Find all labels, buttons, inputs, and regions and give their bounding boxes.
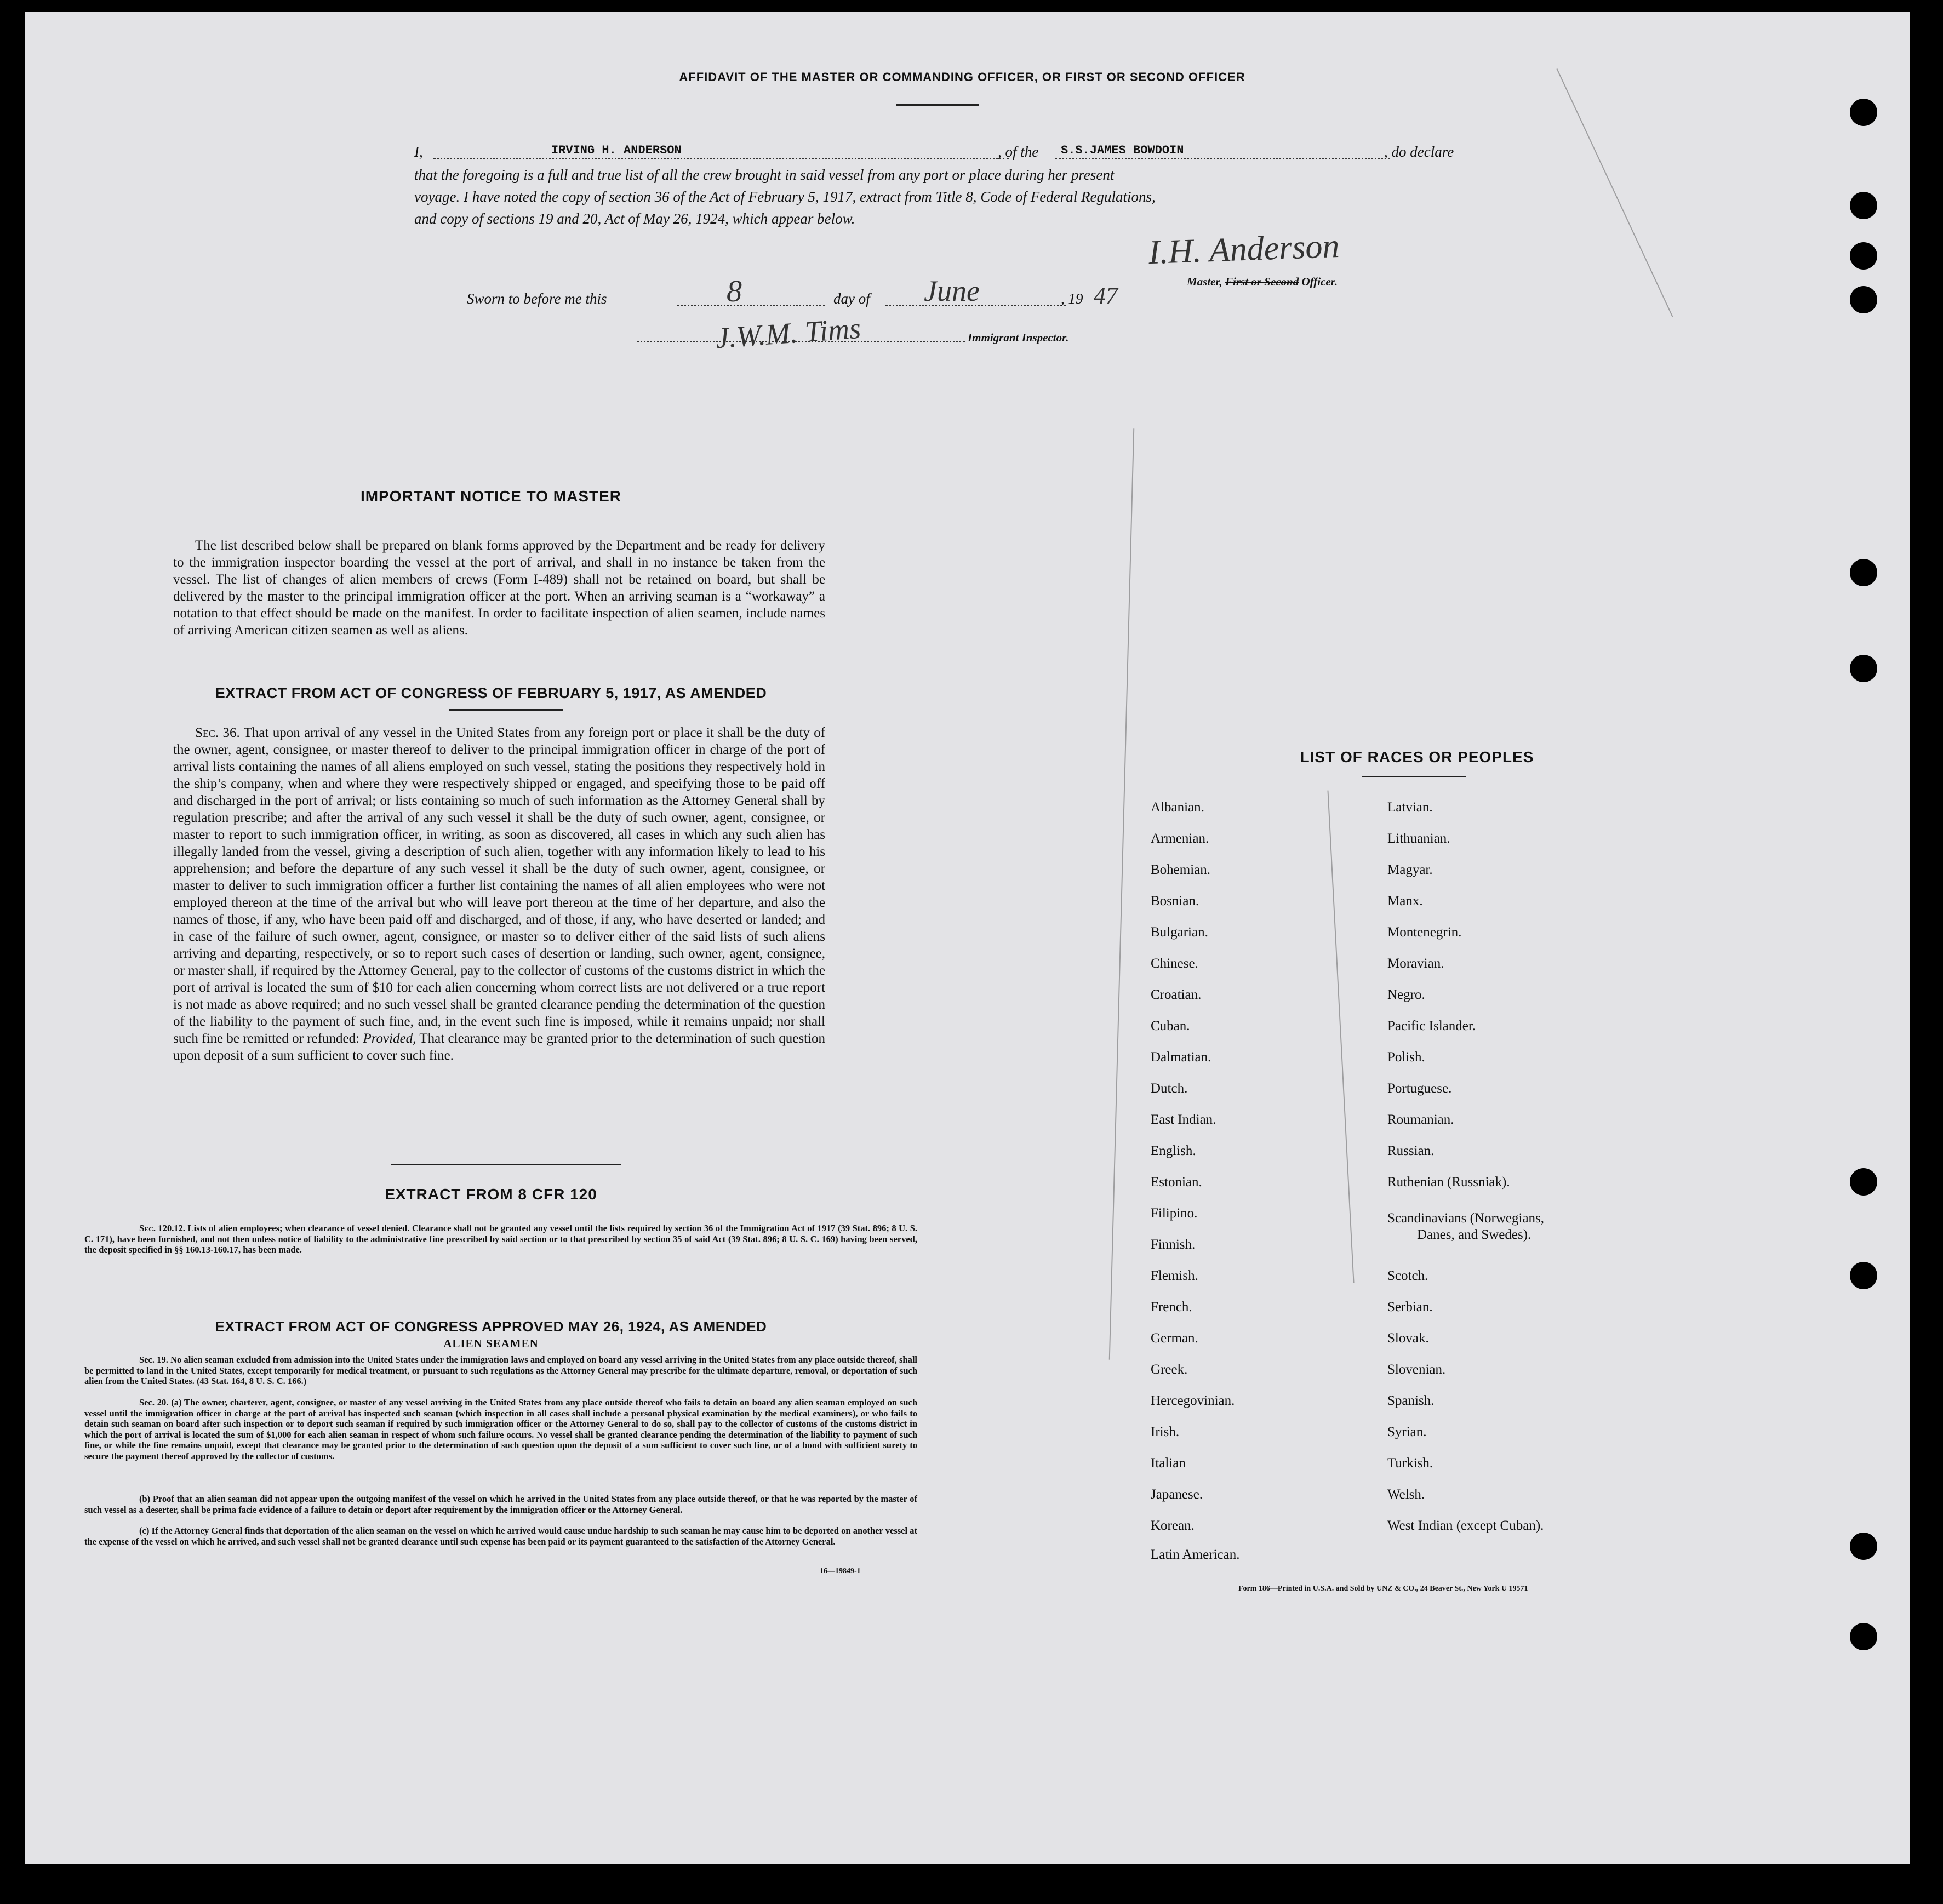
race-left-19: Hercegovinian.: [1151, 1393, 1235, 1408]
race-right-8: Polish.: [1387, 1050, 1425, 1065]
punch-hole: [1850, 1623, 1877, 1650]
race-right-19: Spanish.: [1387, 1393, 1435, 1408]
race-left-21: Italian: [1151, 1456, 1186, 1471]
master-label-b: Officer.: [1301, 275, 1338, 288]
race-right-23: West Indian (except Cuban).: [1387, 1518, 1544, 1533]
punch-hole: [1850, 1262, 1877, 1289]
notice-title: IMPORTANT NOTICE TO MASTER: [360, 488, 622, 505]
day-value: 8: [727, 275, 742, 308]
inspector-label: Immigrant Inspector.: [968, 331, 1069, 344]
punch-hole: [1850, 286, 1877, 313]
race-left-8: Dalmatian.: [1151, 1050, 1211, 1065]
notice-body: The list described below shall be prepared on blank forms approved by the Department and be ready for delivery to the immigration inspector boarding the vessel at the port of arrival, and shall in no instance be taken from the vessel. The list of changes of alien members of crews (Form I-489) shall not be retained on board, but shall be delivered by the master to the principal immigration officer at the port. When an arriving seaman is a “workaway” a notation to that effect should be made on the manifest. In order to facilitate inspection of alien seamen, include names of arriving American citizen seamen as well as aliens.: [173, 538, 825, 638]
master-signature: I.H. Anderson: [1147, 227, 1340, 272]
race-right-0: Latvian.: [1387, 800, 1433, 815]
race-left-16: French.: [1151, 1300, 1192, 1314]
race-right-18: Slovenian.: [1387, 1362, 1446, 1377]
affidavit-title: AFFIDAVIT OF THE MASTER OR COMMANDING OFFICER, OR FIRST OR SECOND OFFICER: [679, 70, 1245, 84]
race-right-1: Lithuanian.: [1387, 831, 1450, 846]
paper-crack-2: [1327, 791, 1354, 1283]
punch-hole: [1850, 242, 1877, 270]
punch-hole: [1850, 559, 1877, 586]
sec-19-text: Sec. 19. No alien seaman excluded from admission into the United States under the immigration laws and employed on board any vessel arriving in the United States from any place outside thereof, shall be permitted to land in the United States, except temporarily for medical treatment, or pursuant to such regulations as the Attorney General may prescribe for the ultimate departure, removal, or deportation of such alien from the United States. (43 Stat. 164, 8 U. S. C. 166.): [84, 1354, 917, 1386]
race-right-11: Russian.: [1387, 1143, 1435, 1158]
races-title: LIST OF RACES OR PEOPLES: [1300, 748, 1534, 765]
race-left-12: Estonian.: [1151, 1175, 1202, 1190]
race-right-22: Welsh.: [1387, 1487, 1425, 1502]
race-right-3: Manx.: [1387, 894, 1423, 908]
provided-word: Provided,: [363, 1031, 416, 1046]
race-right-16: Serbian.: [1387, 1300, 1433, 1314]
punch-hole: [1850, 1533, 1877, 1560]
alien-seamen-subtitle: ALIEN SEAMEN: [443, 1337, 539, 1350]
sec-20a-text: Sec. 20. (a) The owner, charterer, agent, consignee, or master of any vessel arriving in the United States from any place outside thereof who fails to detain on board any alien seaman employed on such vessel until the immigration officer in charge at the port of arrival has inspected such seaman (which inspection in all cases shall include a personal physical examination by the medical examiners), or who fails to detain such seaman on board after such inspection or to deport such seaman if required by such immigration officer or the Attorney General to do so, shall pay to the collector of customs of the customs district in which the port of arrival is located the sum of $1,000 for each alien seaman in respect of whom such failure occurs. No vessel shall be granted clearance pending the determination of the liability to payment of such fine, or while the fine remains unpaid, except that clearance may be granted prior to the determination of such question upon the deposit of a sum sufficient to cover such fine, or of a bond with sufficient surety to secure the payment thereof approved by the collector of customs.: [84, 1397, 917, 1461]
print-code: 16—19849-1: [820, 1567, 861, 1575]
extract-1917-title: EXTRACT FROM ACT OF CONGRESS OF FEBRUARY 5, 1917, AS AMENDED: [215, 685, 767, 701]
day-of-label: day of: [833, 290, 870, 307]
extract-1917-rule: [449, 709, 563, 711]
year-prefix: , 19: [1061, 290, 1083, 307]
inspector-signature: J.W.M. Tims: [715, 311, 862, 355]
paper-crack: [1109, 428, 1135, 1359]
race-left-23: Korean.: [1151, 1518, 1195, 1533]
affidavit-line-2: that the foregoing is a full and true list of all the crew brought in said vessel from any port or place during her present: [414, 167, 1115, 183]
master-label-a: Master,: [1187, 275, 1222, 288]
extract-1924-title: EXTRACT FROM ACT OF CONGRESS APPROVED MAY 26, 1924, AS AMENDED: [215, 1318, 767, 1335]
affidavit-i: I,: [414, 144, 423, 160]
master-name-field: IRVING H. ANDERSON: [551, 144, 682, 157]
race-left-3: Bosnian.: [1151, 894, 1199, 908]
race-left-2: Bohemian.: [1151, 862, 1211, 877]
extract-cfr-rule: [391, 1164, 621, 1165]
vessel-dotted-line: [1055, 158, 1390, 159]
race-right-14: Danes, and Swedes).: [1417, 1227, 1531, 1242]
race-left-15: Flemish.: [1151, 1268, 1198, 1283]
race-right-12: Ruthenian (Russniak).: [1387, 1175, 1510, 1190]
title-rule: [896, 104, 979, 106]
race-left-14: Finnish.: [1151, 1237, 1196, 1252]
diagonal-scratch: [1556, 68, 1673, 317]
extract-cfr-body: [84, 1223, 917, 1255]
race-right-15: Scotch.: [1387, 1268, 1428, 1283]
sec-36-label: Sec. 36.: [195, 725, 240, 740]
sec-20b-text: (b) Proof that an alien seaman did not appear upon the outgoing manifest of the vessel on which he arrived in the United States from any place outside thereof, or that he was reported by the master of such vessel as a deserter, shall be prima facie evidence of a failure to detain or deport after requirement by the immigration officer or the Attorney General.: [84, 1494, 917, 1515]
extract-cfr-title: EXTRACT FROM 8 CFR 120: [385, 1186, 597, 1203]
sec-36-text-a: That upon arrival of any vessel in the United States from any foreign port or place it shall be the duty of the owner, agent, consignee, or master thereof to deliver to the principal immigration officer in charge of the port of arrival lists containing the names of all aliens employed on such vessel, stating the positions they respectively hold in the ship’s company, when and where they were respectively shipped or engaged, and specifying those to be paid off and discharged in the port of arrival; or lists containing so much of such information as the Attorney General shall by regulation prescribe; and after the arrival of any such vessel it shall be the duty of such owner, agent, consignee, or master to report to such immigration officer, in writing, as soon as discovered, all cases in which any such alien has illegally landed from the vessel, giving a description of such alien, together with any information likely to lead to his apprehension; and before the departure of any such vessel it shall be the duty of such owner, agent, consignee, or master to deliver to such immigration officer a further list containing the names of all alien employees who were not employed thereon at the time of the arrival but who will leave port thereon at the time of her departure, and also the names of those, if any, who have been paid off and discharged, and of those, if any, who have deserted or landed; and in case of the failure of such owner, agent, consignee, or master so to deliver either of the said lists of such aliens arriving and departing, respectively, or so to report such cases of desertion or landing, such owner, agent, consignee, or master shall, if required by the Attorney General, pay to the collector of customs of the customs district in which the port of arrival is located the sum of $10 for each alien concerning whom correct lists are not delivered or a true report is not made as above required; and no such vessel shall be granted clearance pending the determination of the question of the liability to the payment of such fine, and, in the event such fine is imposed, while it remains unpaid; nor shall such fine be remitted or refunded:: [173, 725, 825, 1046]
race-right-21: Turkish.: [1387, 1456, 1433, 1471]
race-left-7: Cuban.: [1151, 1019, 1190, 1033]
race-right-6: Negro.: [1387, 987, 1425, 1002]
punch-hole: [1850, 192, 1877, 219]
master-label-struck: First or Second: [1225, 275, 1299, 288]
race-left-0: Albanian.: [1151, 800, 1204, 815]
race-left-6: Croatian.: [1151, 987, 1202, 1002]
race-right-7: Pacific Islander.: [1387, 1019, 1476, 1033]
sec-36-text-b: That clearance may be granted prior to the determination of such question upon deposit of a sum sufficient to cover such fine.: [173, 1031, 825, 1063]
sec-120-text: Lists of alien employees; when clearance of vessel denied. Clearance shall not be granted any vessel until the lists required by section 36 of the Immigration Act of 1917 (39 Stat. 896; 8 U. S. C. 171), have been furnished, and not then unless notice of liability to the administrative fine prescribed by said section or to that prescribed by section 35 of said Act (39 Stat. 896; 8 U. S. C. 169) having been served, the deposit specified in §§ 160.13-160.17, has been made.: [84, 1223, 917, 1255]
affidavit-line-4: and copy of sections 19 and 20, Act of May 26, 1924, which appear below.: [414, 210, 855, 227]
name-dotted-line: [433, 158, 1009, 159]
affidavit-of-the: , of the: [998, 144, 1039, 160]
race-right-17: Slovak.: [1387, 1331, 1429, 1346]
race-right-10: Roumanian.: [1387, 1112, 1454, 1127]
race-left-4: Bulgarian.: [1151, 925, 1208, 940]
race-left-13: Filipino.: [1151, 1206, 1198, 1221]
form-print-line: Form 186—Printed in U.S.A. and Sold by UNZ & CO., 24 Beaver St., New York U 19571: [1238, 1585, 1528, 1593]
sec-20c-text: (c) If the Attorney General finds that deportation of the alien seaman on the vessel on which he arrived would cause undue hardship to such seaman he may cause him to be deported on another vessel at the expense of the vessel on which he arrived, and such vessel shall not be granted clearance until such expense has been paid or its payment guaranteed to the satisfaction of the Attorney General.: [84, 1525, 917, 1547]
race-left-20: Irish.: [1151, 1425, 1180, 1439]
month-value: June: [924, 275, 980, 307]
race-right-2: Magyar.: [1387, 862, 1433, 877]
day-dotted-line: [677, 305, 825, 306]
race-right-5: Moravian.: [1387, 956, 1444, 971]
extract-1917-body: [173, 724, 825, 1064]
master-officer-label: [1187, 275, 1338, 289]
affidavit-line-3: voyage. I have noted the copy of section 36 of the Act of February 5, 1917, extract from Title 8, Code of Federal Regulations,: [414, 188, 1156, 205]
race-left-5: Chinese.: [1151, 956, 1198, 971]
race-left-11: English.: [1151, 1143, 1196, 1158]
punch-hole: [1850, 1168, 1877, 1196]
race-left-17: German.: [1151, 1331, 1198, 1346]
punch-hole: [1850, 655, 1877, 682]
races-rule: [1362, 776, 1466, 777]
race-left-1: Armenian.: [1151, 831, 1209, 846]
race-left-9: Dutch.: [1151, 1081, 1188, 1096]
race-right-20: Syrian.: [1387, 1425, 1427, 1439]
race-left-10: East Indian.: [1151, 1112, 1216, 1127]
form-page: [25, 12, 1910, 1864]
race-left-24: Latin American.: [1151, 1547, 1240, 1562]
sworn-label: Sworn to before me this: [467, 290, 607, 307]
punch-hole: [1850, 99, 1877, 126]
race-right-13: Scandinavians (Norwegians,: [1387, 1211, 1545, 1226]
sec-120-label: Sec. 120.12.: [139, 1223, 185, 1233]
race-right-4: Montenegrin.: [1387, 925, 1462, 940]
race-left-22: Japanese.: [1151, 1487, 1203, 1502]
affidavit-do-declare: , do declare: [1384, 144, 1454, 160]
race-left-18: Greek.: [1151, 1362, 1188, 1377]
year-value: 47: [1094, 282, 1118, 309]
race-right-9: Portuguese.: [1387, 1081, 1452, 1096]
vessel-name-field: S.S.JAMES BOWDOIN: [1061, 144, 1184, 157]
